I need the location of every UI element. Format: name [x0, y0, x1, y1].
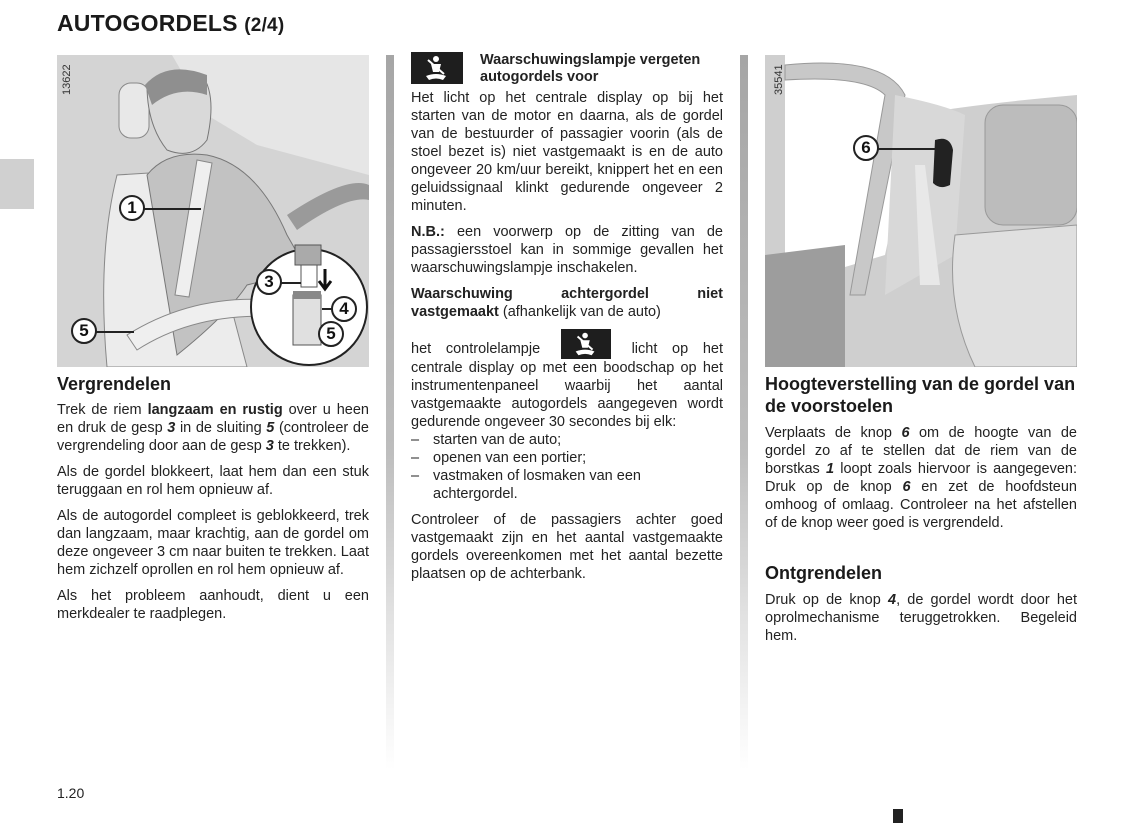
front-seatbelt-warning-title: Waarschuwingslampje vergeten autogordels voor	[480, 52, 701, 85]
driver-seatbelt-illustration	[57, 55, 369, 367]
callout-leader	[94, 331, 134, 333]
rear-warning-text: het controlelampje licht op het centrale display op met een boodschap op het instrumentenpaneel waarbij het aantal vastgemaakte autogordels aangegeven wordt gedurende ongeveer 30 secondes bij elk:	[411, 329, 723, 431]
figure-number: 35541	[773, 64, 785, 95]
corner-mark	[893, 809, 903, 823]
column-2-body	[411, 89, 723, 591]
vergrendelen-para-2: Als de gordel blokkeert, laat hem dan een stuk teruggaan en rol hem opnieuw af.	[57, 464, 369, 498]
callout-leader	[279, 282, 301, 284]
vergrendelen-body	[57, 401, 369, 631]
ontgrendelen-para: Druk op de knop 4, de gordel wordt door het oprolmechanisme teruggetrokken. Begeleid hem.	[765, 592, 1077, 644]
column-divider	[740, 55, 748, 770]
hoogteverstelling-para: Verplaats de knop 6 om de hoogte van de gordel zo af te stellen dat de riem van de borstkas 1 loopt zoals hiervoor is aangegeven: Druk op de knop 6 en zet de hoofdsteun omhoog of omlaag. Controleer na het afstellen of de knop weer goed is vergrendeld.	[765, 425, 1077, 531]
callout-3: 3	[256, 269, 282, 295]
callout-5-inset: 5	[318, 321, 344, 347]
page-title	[57, 10, 284, 37]
callout-5-left: 5	[71, 318, 97, 344]
vergrendelen-para-3: Als de autogordel compleet is geblokkeerd, trek dan langzaam, maar krachtig, aan de gordel om deze ongeveer 3 cm naar buiten te trekken. Laat hem zichzelf oprollen en rol hem opnieuw af.	[57, 508, 369, 578]
pillar-illustration-icon	[765, 55, 1077, 367]
front-warning-text: Het licht op het centrale display op bij het starten van de motor en daarna, als de gordel van de bestuurder of passagier voorin (als de stoel bezet is) niet vastgemaakt is en de auto ongeveer 20 km/uur bereikt, knippert het en een geluidssignaal klinkt gedurende ongeveer 2 minuten.	[411, 90, 723, 214]
callout-leader	[878, 148, 936, 150]
seatbelt-warning-icon	[411, 52, 463, 84]
rear-warning-heading: Waarschuwing achtergordel niet vastgemaakt (afhankelijk van de auto)	[411, 286, 723, 320]
section-heading-hoogteverstelling: Hoogteverstelling van de gordel van de voorstoelen	[765, 374, 1076, 416]
section-heading-vergrendelen: Vergrendelen	[57, 374, 172, 394]
callout-6: 6	[853, 135, 879, 161]
trigger-list	[411, 431, 723, 503]
callout-leader	[141, 208, 201, 210]
vergrendelen-para-1: Trek de riem langzaam en rustig over u heen en druk de gesp 3 in de sluiting 5 (controleer de vergrendeling door aan de gesp 3 te trekken).	[57, 402, 369, 454]
section-heading-ontgrendelen: Ontgrendelen	[765, 563, 883, 583]
nb-note: N.B.: een voorwerp op de zitting van de passagiersstoel kan in sommige gevallen het waarschuwingslampje inschakelen.	[411, 224, 723, 276]
callout-4: 4	[331, 296, 357, 322]
page-title-counter: (2/4)	[244, 15, 285, 36]
list-item: – vastmaken of losmaken van een achtergordel.	[411, 467, 723, 503]
ontgrendelen-body	[765, 591, 1077, 653]
figure-number: 13622	[61, 64, 73, 95]
seatbelt-warning-icon-inline	[561, 329, 611, 359]
list-item: – starten van de auto;	[411, 431, 723, 449]
callout-1: 1	[119, 195, 145, 221]
chapter-tab	[0, 159, 34, 209]
page-number: 1.20	[57, 785, 85, 801]
hoogteverstelling-body	[765, 424, 1077, 540]
belt-height-adjuster-illustration	[765, 55, 1077, 367]
rear-check-text: Controleer of de passagiers achter goed vastgemaakt zijn en het aantal vastgemaakte gordels overeenkomen met het aantal bezette plaatsen op de achterbank.	[411, 512, 723, 582]
list-item: – openen van een portier;	[411, 449, 723, 467]
page-title-text: AUTOGORDELS	[57, 10, 238, 36]
driver-illustration-icon	[57, 55, 369, 367]
vergrendelen-para-4: Als het probleem aanhoudt, dient u een merkdealer te raadplegen.	[57, 588, 369, 622]
column-divider	[386, 55, 394, 770]
